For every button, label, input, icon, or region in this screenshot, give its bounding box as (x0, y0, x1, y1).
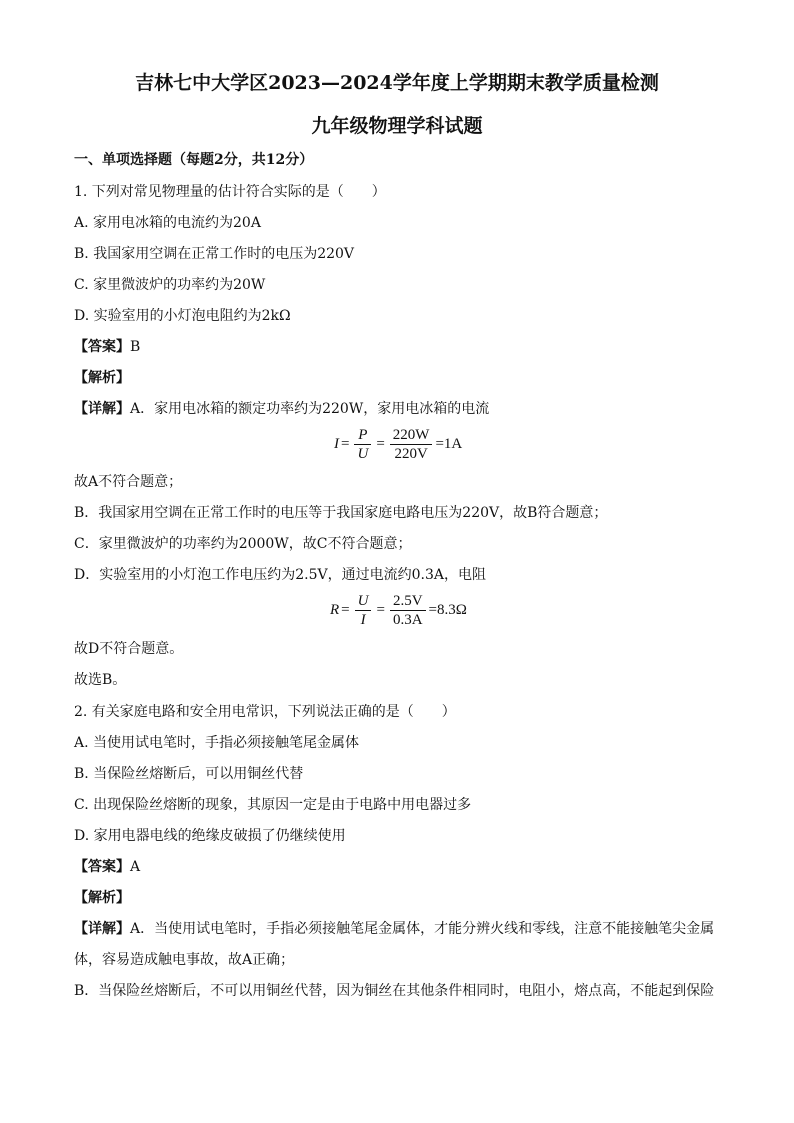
detail-a-text: A．当使用试电笔时，手指必须接触笔尾金属体，才能分辨火线和零线，注意不能接触笔尖金属 (130, 921, 715, 937)
formula-current: I = $\frac{P}{U}$ = $\frac{220W}{220V}$ =1A (334, 427, 463, 462)
q2-option-d: D. 家用电器电线的绝缘皮破损了仍继续使用 (74, 828, 346, 844)
q2-analysis-tag: 【解析】 (74, 890, 130, 906)
q2-detail-a1 (74, 919, 714, 939)
exam-subtitle: 九年级物理学科试题 (311, 115, 483, 137)
numerator: U (357, 593, 369, 609)
q1-option-a: A. 家用电冰箱的电流约为20A (74, 215, 261, 231)
denominator: 220V (394, 446, 428, 462)
q1-line-d-end: 故D不符合题意。 (74, 641, 184, 657)
q1-line-a-end: 故A不符合题意； (74, 474, 183, 490)
denominator: I (360, 612, 366, 628)
denominator: 0.3A (392, 612, 423, 628)
detail-a-text: A．家用电冰箱的额定功率约为220W，家用电冰箱的电流 (130, 401, 490, 417)
detail-tag: 【详解】 (74, 401, 130, 417)
formula-lhs: R (330, 602, 340, 618)
fraction-numeric (390, 592, 426, 629)
q1-option-d: D. 实验室用的小灯泡电阻约为2kΩ (74, 308, 291, 324)
question-2-stem: 2. 有关家庭电路和安全用电常识，下列说法正确的是（ ） (74, 704, 456, 720)
answer-value: A (130, 859, 141, 875)
fraction-symbolic (354, 426, 371, 463)
answer-value: B (130, 339, 141, 355)
q1-answer (74, 337, 140, 357)
numerator: P (358, 427, 368, 443)
q2-detail-a2: 体，容易造成触电事故，故A正确； (74, 952, 295, 968)
numerator: 2.5V (392, 593, 423, 609)
answer-tag: 【答案】 (74, 339, 130, 355)
formula-result: =1A (435, 436, 463, 452)
numerator: 220W (392, 427, 430, 443)
formula-resistance: R = $\frac{U}{I}$ = $\frac{2.5V}{0.3A}$ =8.3Ω (330, 593, 467, 628)
q1-option-b: B. 我国家用空调在正常工作时的电压为220V (74, 246, 355, 262)
q1-line-d: D．实验室用的小灯泡工作电压约为2.5V，通过电流约0.3A，电阻 (74, 567, 486, 583)
answer-tag: 【答案】 (74, 859, 130, 875)
q1-conclusion: 故选B。 (74, 672, 127, 688)
q1-analysis-tag: 【解析】 (74, 370, 130, 386)
q1-line-b: B．我国家用空调在正常工作时的电压等于我国家庭电路电压为220V，故B符合题意； (74, 505, 608, 521)
formula-lhs: I (334, 436, 339, 452)
q2-option-b: B. 当保险丝熔断后，可以用铜丝代替 (74, 766, 304, 782)
detail-tag: 【详解】 (74, 921, 130, 937)
q2-detail-b: B．当保险丝熔断后，不可以用铜丝代替，因为铜丝在其他条件相同时，电阻小，熔点高，不能起到保险 (74, 983, 715, 999)
section-heading: 一、单项选择题（每题2分，共12分） (74, 152, 314, 168)
question-1-stem: 1. 下列对常见物理量的估计符合实际的是（ ） (74, 184, 386, 200)
q2-option-a: A. 当使用试电笔时，手指必须接触笔尾金属体 (74, 735, 360, 751)
q2-option-c: C. 出现保险丝熔断的现象，其原因一定是由于电路中用电器过多 (74, 797, 472, 813)
q1-line-c: C．家里微波炉的功率约为2000W，故C不符合题意； (74, 536, 412, 552)
formula-result: =8.3Ω (428, 602, 467, 618)
q1-option-c: C. 家里微波炉的功率约为20W (74, 277, 266, 293)
q2-answer (74, 857, 140, 877)
denominator: U (357, 446, 369, 462)
q1-detail-a (74, 399, 489, 419)
fraction-numeric (390, 426, 433, 463)
fraction-symbolic (355, 592, 372, 629)
exam-title: 吉林七中大学区2023—2024学年度上学期期末教学质量检测 (135, 72, 659, 94)
